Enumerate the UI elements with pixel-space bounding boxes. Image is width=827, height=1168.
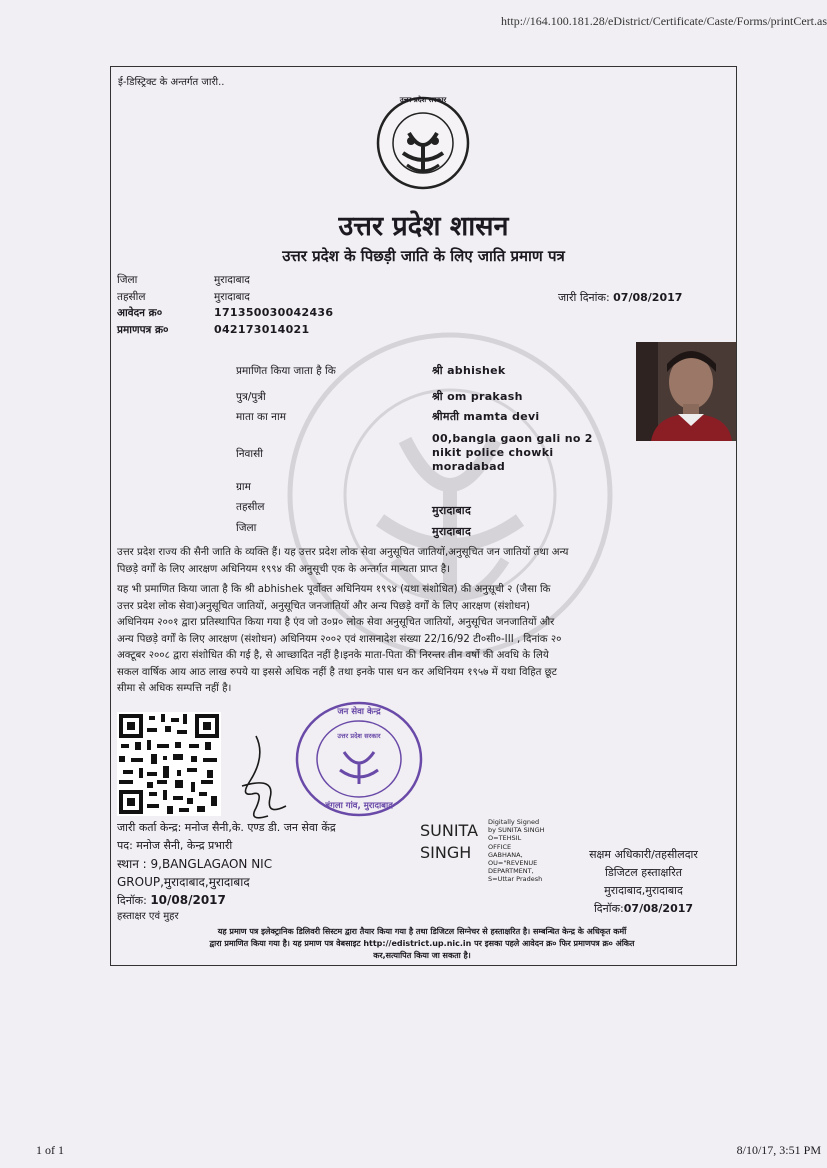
resident-label: निवासी <box>236 448 263 460</box>
relation-label: पुत्र/पुत्री <box>236 391 266 403</box>
paragraph-line: सीमा से अधिक सम्पत्ति नहीं है। <box>117 683 232 694</box>
issuer-place-line1: स्थान : 9,BANGLAGAON NIC <box>117 857 273 871</box>
tehsil-value: मुरादाबाद <box>214 291 250 303</box>
application-number-value: 171350030042436 <box>214 306 334 319</box>
applicant-photo <box>636 342 736 441</box>
authority-date-value: 07/08/2017 <box>623 902 694 915</box>
digital-signature-name <box>420 820 478 864</box>
authority-date <box>566 900 721 917</box>
signature-detail-line: Digitally Signed <box>488 818 540 826</box>
certificate-number-value: 042173014021 <box>214 323 310 336</box>
issue-date-label: जारी दिनांक: <box>558 291 610 304</box>
up-government-emblem-icon <box>375 95 471 191</box>
signature-detail-line: OU="REVENUE <box>488 859 538 868</box>
paragraph-line: यह भी प्रमाणित किया जाता है कि श्री abhishek पूर्वोक्त अधिनियम १९९४ (यथा संशोधित) की अनुसूची २ (जैसा कि <box>117 584 551 595</box>
address-block <box>432 432 593 474</box>
person-tehsil-label: तहसील <box>236 501 265 513</box>
issuer-date-label: दिनॉक: <box>117 894 147 907</box>
authority-place: मुरादाबाद,मुरादाबाद <box>604 884 683 897</box>
tehsil-label: तहसील <box>117 291 146 303</box>
creamy-layer-paragraph <box>117 582 727 698</box>
mother-label: माता का नाम <box>236 411 286 423</box>
seal-inner-text: उत्तर प्रदेश सरकार <box>337 732 381 740</box>
father-name: श्री om prakash <box>432 390 523 403</box>
paragraph-line: उत्तर प्रदेश लोक सेवा)अनुसूचित जातियों, अनुसूचित जनजातियों और अन्य पिछड़े वर्गों के लिए आरक्षण (संशोधन) <box>117 600 531 612</box>
address-line: nikit police chowki <box>432 446 554 459</box>
note-line: द्वारा प्रमाणित किया गया है। यह प्रमाण पत्र वेबसाइट http://edistrict.up.nic.in पर इसका पहले आवेदन क्र० फिर प्रमाणपत्र क्र० अंकित <box>209 939 635 948</box>
signature-detail-line: by SUNITA SINGH <box>488 826 545 835</box>
browser-url: http://164.100.181.28/eDistrict/Certificate/Caste/Forms/printCert.as <box>501 14 827 28</box>
address-line: moradabad <box>432 460 506 473</box>
note-line: यह प्रमाण पत्र इलेक्ट्रानिक डिलिवरी सिस्टम द्वारा तैयार किया गया है तथा डिजिटल सिग्नेचर से हस्ताक्षरित है। सम्बन्धित केन्द्र के अधिकृत कर्मी <box>217 927 627 936</box>
certificate-number-label: प्रमाणपत्र क्र० <box>117 324 169 336</box>
qr-code-icon[interactable] <box>117 712 221 816</box>
signature-stamp-label: हस्ताक्षर एवं मुहर <box>117 911 179 922</box>
issuer-date <box>117 892 226 909</box>
page-indicator: 1 of 1 <box>36 1143 64 1157</box>
applicant-photo-image <box>636 342 736 441</box>
village-label: ग्राम <box>236 481 251 493</box>
address-line: 00,bangla gaon gali no 2 <box>432 432 593 445</box>
paragraph-line: उत्तर प्रदेश राज्य की सैनी जाति के व्यक्ति हैं। यह उत्तर प्रदेश लोक सेवा अनुसूचित जातियों,अनुसूचित जन जातियों तथा अन्य <box>117 547 569 558</box>
mother-name: श्रीमती mamta devi <box>432 410 540 423</box>
digital-signature-details <box>488 818 568 884</box>
verification-note <box>118 926 726 962</box>
paragraph-line: सकल वार्षिक आय आठ लाख रुपये या इससे अधिक नहीं है तथा इनके पास धन कर अधिनियम १९५७ में यथा विहित छूट <box>117 666 557 678</box>
district-value: मुरादाबाद <box>214 274 250 286</box>
note-line: कर,सत्यापित किया जा सकता है। <box>373 951 471 960</box>
issue-date <box>558 290 682 305</box>
signer-first-name: SUNITA <box>420 821 479 840</box>
paragraph-line: अक्टूबर २००८ द्वारा संशोधित की गई है, से आच्छादित नहीं है।इनके माता-पिता की निरन्तर तीन वर्षो की अवधि के लिये <box>117 650 549 661</box>
print-timestamp: 8/10/17, 3:51 PM <box>736 1143 821 1157</box>
issuer-post: पद: मनोज सैनी, केन्द्र प्रभारी <box>117 839 233 852</box>
signer-last-name: SINGH <box>420 843 472 862</box>
paragraph-line: अन्य पिछड़े वर्गों के लिए आरक्षण (संशोधन) अधिनियम २००२ एवं शासनादेश संख्या 22/16/92 टी०सी०-III , दिनांक २० <box>117 633 562 645</box>
authority-digital-sign: डिजिटल हस्ताक्षरित <box>605 866 682 879</box>
signature-detail-line: S=Uttar Pradesh <box>488 875 543 884</box>
certified-label: प्रमाणित किया जाता है कि <box>236 365 336 377</box>
caste-statement-paragraph <box>117 545 727 578</box>
signature-detail-line: O=TEHSIL <box>488 834 522 843</box>
authority-date-label: दिनॉक: <box>593 902 624 915</box>
certificate-title: उत्तर प्रदेश के पिछड़ी जाति के लिए जाति प्रमाण पत्र <box>282 247 565 265</box>
application-number-label: आवेदन क्र० <box>117 307 163 319</box>
signature-detail-line: OFFICE <box>488 842 512 851</box>
signature-detail-line: GABHANA, <box>488 850 523 859</box>
paragraph-line: अधिनियम २००१ द्वारा प्रतिस्थापित किया गया है एंव जो उ०प्र० लोक सेवा अनुसूचित जातियों, अनुसूचित जनजातियों और <box>117 617 555 628</box>
person-district-label: जिला <box>236 522 257 534</box>
person-district-value: मुरादाबाद <box>432 525 472 538</box>
district-label: जिला <box>117 274 138 286</box>
issue-date-value: 07/08/2017 <box>613 291 683 304</box>
person-tehsil-value: मुरादाबाद <box>432 504 472 517</box>
issuer-date-value: 10/08/2017 <box>150 893 226 907</box>
government-heading: उत्तर प्रदेश शासन <box>338 211 509 242</box>
emblem-caption: उत्तर प्रदेश सरकार <box>399 96 447 104</box>
issuer-centre: जारी कर्ता केन्द्र: मनोज सैनी,के. एण्ड डी. जन सेवा केंद्र <box>117 821 336 834</box>
signature-detail-line: DEPARTMENT, <box>488 867 534 876</box>
authority-title: सक्षम अधिकारी/तहसीलदार <box>589 848 698 861</box>
issued-under-text: ई-डिस्ट्रिक्ट के अन्तर्गत जारी.. <box>118 77 225 88</box>
applicant-name: श्री abhishek <box>432 364 506 377</box>
handwritten-signature <box>226 726 296 826</box>
issuer-place-line2: GROUP,मुरादाबाद,मुरादाबाद <box>117 875 250 889</box>
seal-top-text: जन सेवा केन्द्र <box>337 707 381 717</box>
paragraph-line: पिछड़े वर्गों के लिए आरक्षण अधिनियम १९९४ की अनुसूची एक के अन्तर्गत मान्यता प्राप्त है। <box>117 563 450 575</box>
seal-bottom-text: बंगला गांव, मुरादाबाद <box>325 801 393 811</box>
